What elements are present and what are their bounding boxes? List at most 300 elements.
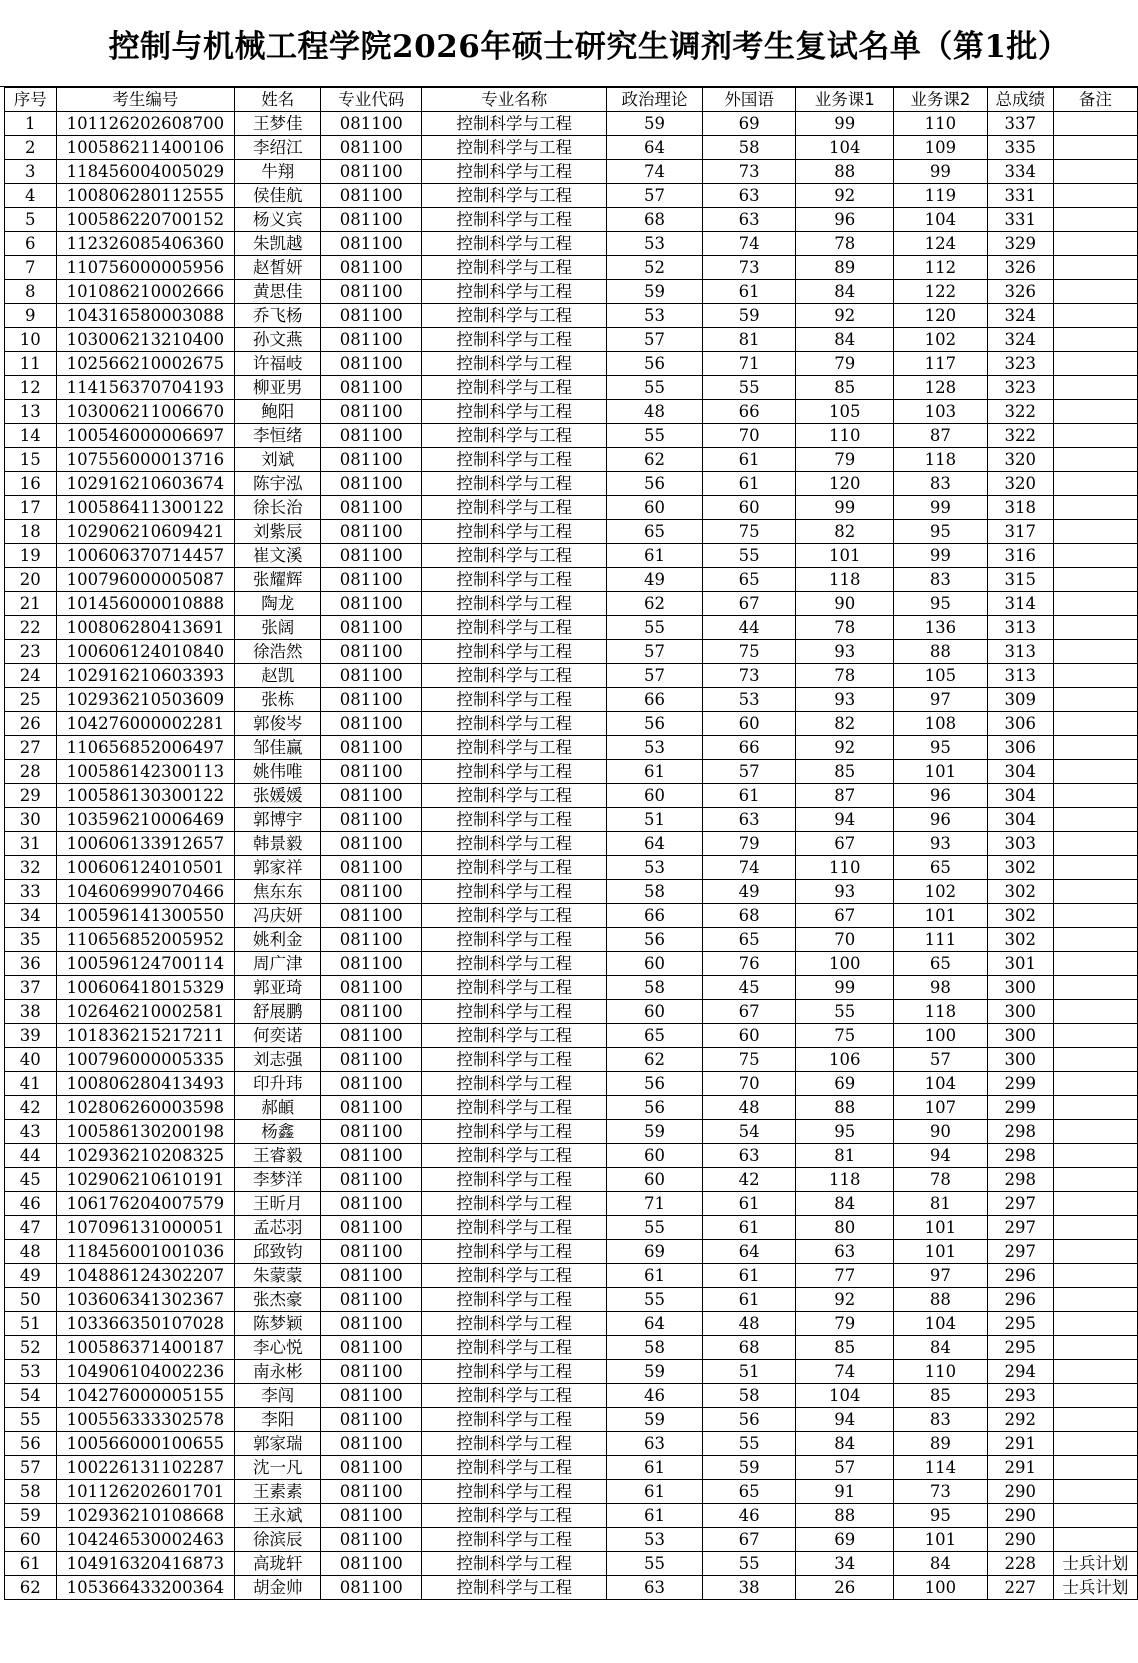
cell-seq: 8 (5, 280, 57, 304)
cell-course-2: 95 (894, 1504, 988, 1528)
cell-remarks (1053, 784, 1137, 808)
table-row (5, 328, 1138, 352)
cell-seq: 30 (5, 808, 57, 832)
cell-major-code: 081100 (321, 1048, 422, 1072)
cell-total: 303 (987, 832, 1053, 856)
cell-name: 牛翔 (235, 160, 321, 184)
cell-course-2: 102 (894, 880, 988, 904)
cell-exam-id: 105366433200364 (56, 1576, 235, 1600)
cell-remarks (1053, 1288, 1137, 1312)
cell-course-2: 88 (894, 640, 988, 664)
cell-name: 刘志强 (235, 1048, 321, 1072)
cell-remarks (1053, 1144, 1137, 1168)
cell-remarks (1053, 448, 1137, 472)
cell-name: 陶龙 (235, 592, 321, 616)
cell-remarks (1053, 472, 1137, 496)
cell-foreign-language: 63 (702, 184, 796, 208)
table-row (5, 1528, 1138, 1552)
cell-politics: 53 (607, 736, 703, 760)
cell-foreign-language: 45 (702, 976, 796, 1000)
candidate-table (4, 87, 1138, 1600)
cell-politics: 61 (607, 1480, 703, 1504)
cell-course-2: 88 (894, 1288, 988, 1312)
cell-major-code: 081100 (321, 352, 422, 376)
cell-total: 309 (987, 688, 1053, 712)
cell-politics: 55 (607, 1288, 703, 1312)
cell-politics: 46 (607, 1384, 703, 1408)
cell-total: 329 (987, 232, 1053, 256)
cell-name: 姚伟唯 (235, 760, 321, 784)
cell-course-1: 55 (796, 1000, 894, 1024)
title-area (0, 0, 1138, 87)
cell-major-name: 控制科学与工程 (422, 1336, 607, 1360)
cell-politics: 62 (607, 448, 703, 472)
cell-course-1: 78 (796, 616, 894, 640)
cell-exam-id: 100586371400187 (56, 1336, 235, 1360)
cell-seq: 43 (5, 1120, 57, 1144)
cell-name: 徐滨辰 (235, 1528, 321, 1552)
cell-foreign-language: 64 (702, 1240, 796, 1264)
cell-total: 324 (987, 304, 1053, 328)
cell-name: 南永彬 (235, 1360, 321, 1384)
cell-exam-id: 102646210002581 (56, 1000, 235, 1024)
cell-major-name: 控制科学与工程 (422, 904, 607, 928)
cell-major-name: 控制科学与工程 (422, 424, 607, 448)
cell-foreign-language: 69 (702, 112, 796, 136)
cell-major-code: 081100 (321, 448, 422, 472)
cell-foreign-language: 73 (702, 256, 796, 280)
cell-seq: 6 (5, 232, 57, 256)
cell-major-name: 控制科学与工程 (422, 1360, 607, 1384)
table-row (5, 304, 1138, 328)
cell-foreign-language: 68 (702, 904, 796, 928)
cell-major-name: 控制科学与工程 (422, 520, 607, 544)
cell-course-1: 34 (796, 1552, 894, 1576)
cell-remarks (1053, 1216, 1137, 1240)
cell-course-2: 110 (894, 112, 988, 136)
cell-major-code: 081100 (321, 1072, 422, 1096)
cell-foreign-language: 57 (702, 760, 796, 784)
cell-politics: 53 (607, 1528, 703, 1552)
cell-remarks: 士兵计划 (1053, 1576, 1137, 1600)
cell-major-code: 081100 (321, 1312, 422, 1336)
cell-name: 李梦洋 (235, 1168, 321, 1192)
cell-course-2: 93 (894, 832, 988, 856)
cell-major-code: 081100 (321, 1240, 422, 1264)
cell-major-name: 控制科学与工程 (422, 592, 607, 616)
cell-major-name: 控制科学与工程 (422, 1288, 607, 1312)
cell-total: 296 (987, 1264, 1053, 1288)
cell-foreign-language: 61 (702, 1192, 796, 1216)
cell-major-code: 081100 (321, 640, 422, 664)
cell-course-1: 106 (796, 1048, 894, 1072)
cell-foreign-language: 67 (702, 592, 796, 616)
cell-course-1: 81 (796, 1144, 894, 1168)
cell-exam-id: 100596124700114 (56, 952, 235, 976)
cell-course-1: 92 (796, 184, 894, 208)
cell-exam-id: 104606999070466 (56, 880, 235, 904)
cell-name: 张媛媛 (235, 784, 321, 808)
cell-remarks (1053, 808, 1137, 832)
cell-name: 张耀辉 (235, 568, 321, 592)
cell-exam-id: 102806260003598 (56, 1096, 235, 1120)
cell-exam-id: 100806280413691 (56, 616, 235, 640)
cell-course-1: 96 (796, 208, 894, 232)
cell-politics: 55 (607, 376, 703, 400)
cell-seq: 1 (5, 112, 57, 136)
cell-remarks (1053, 1024, 1137, 1048)
cell-seq: 28 (5, 760, 57, 784)
header-row (5, 88, 1138, 112)
cell-major-name: 控制科学与工程 (422, 160, 607, 184)
cell-seq: 40 (5, 1048, 57, 1072)
cell-remarks (1053, 424, 1137, 448)
cell-total: 306 (987, 736, 1053, 760)
cell-exam-id: 100606124010501 (56, 856, 235, 880)
cell-name: 李绍江 (235, 136, 321, 160)
cell-course-2: 90 (894, 1120, 988, 1144)
cell-exam-id: 101456000010888 (56, 592, 235, 616)
cell-course-2: 78 (894, 1168, 988, 1192)
cell-course-2: 104 (894, 1312, 988, 1336)
cell-major-name: 控制科学与工程 (422, 1504, 607, 1528)
cell-politics: 61 (607, 1264, 703, 1288)
cell-course-1: 84 (796, 280, 894, 304)
cell-course-1: 84 (796, 328, 894, 352)
cell-seq: 48 (5, 1240, 57, 1264)
cell-major-name: 控制科学与工程 (422, 976, 607, 1000)
cell-major-name: 控制科学与工程 (422, 496, 607, 520)
cell-name: 张阔 (235, 616, 321, 640)
cell-politics: 66 (607, 904, 703, 928)
table-row (5, 1120, 1138, 1144)
cell-seq: 54 (5, 1384, 57, 1408)
cell-major-code: 081100 (321, 1288, 422, 1312)
cell-course-2: 83 (894, 1408, 988, 1432)
cell-course-1: 94 (796, 1408, 894, 1432)
cell-remarks (1053, 1336, 1137, 1360)
cell-course-1: 118 (796, 1168, 894, 1192)
cell-major-code: 081100 (321, 904, 422, 928)
cell-total: 326 (987, 256, 1053, 280)
cell-major-code: 081100 (321, 928, 422, 952)
cell-seq: 12 (5, 376, 57, 400)
cell-remarks (1053, 544, 1137, 568)
cell-major-name: 控制科学与工程 (422, 352, 607, 376)
cell-foreign-language: 59 (702, 304, 796, 328)
cell-major-code: 081100 (321, 1552, 422, 1576)
cell-total: 322 (987, 424, 1053, 448)
cell-politics: 55 (607, 1216, 703, 1240)
cell-politics: 62 (607, 1048, 703, 1072)
table-row (5, 784, 1138, 808)
cell-major-code: 081100 (321, 1120, 422, 1144)
cell-seq: 46 (5, 1192, 57, 1216)
cell-total: 314 (987, 592, 1053, 616)
cell-course-1: 74 (796, 1360, 894, 1384)
cell-major-code: 081100 (321, 280, 422, 304)
cell-course-2: 128 (894, 376, 988, 400)
cell-name: 郭博宇 (235, 808, 321, 832)
table-row (5, 1552, 1138, 1576)
cell-foreign-language: 65 (702, 568, 796, 592)
cell-remarks (1053, 760, 1137, 784)
cell-course-1: 91 (796, 1480, 894, 1504)
table-row (5, 544, 1138, 568)
cell-course-1: 93 (796, 640, 894, 664)
cell-seq: 37 (5, 976, 57, 1000)
cell-remarks (1053, 1240, 1137, 1264)
cell-foreign-language: 55 (702, 544, 796, 568)
table-row (5, 232, 1138, 256)
cell-major-name: 控制科学与工程 (422, 232, 607, 256)
cell-major-name: 控制科学与工程 (422, 712, 607, 736)
cell-remarks (1053, 328, 1137, 352)
cell-name: 姚利金 (235, 928, 321, 952)
cell-exam-id: 107556000013716 (56, 448, 235, 472)
cell-course-2: 100 (894, 1576, 988, 1600)
cell-foreign-language: 74 (702, 232, 796, 256)
cell-major-name: 控制科学与工程 (422, 328, 607, 352)
cell-course-2: 57 (894, 1048, 988, 1072)
cell-remarks (1053, 160, 1137, 184)
cell-course-2: 114 (894, 1456, 988, 1480)
cell-seq: 17 (5, 496, 57, 520)
cell-remarks (1053, 520, 1137, 544)
cell-politics: 60 (607, 1144, 703, 1168)
cell-major-name: 控制科学与工程 (422, 1072, 607, 1096)
cell-politics: 55 (607, 616, 703, 640)
cell-course-2: 97 (894, 688, 988, 712)
cell-course-1: 90 (796, 592, 894, 616)
cell-major-code: 081100 (321, 784, 422, 808)
cell-exam-id: 102566210002675 (56, 352, 235, 376)
cell-foreign-language: 71 (702, 352, 796, 376)
table-row (5, 184, 1138, 208)
cell-course-2: 112 (894, 256, 988, 280)
cell-total: 320 (987, 448, 1053, 472)
cell-remarks (1053, 832, 1137, 856)
cell-remarks (1053, 304, 1137, 328)
table-row (5, 1456, 1138, 1480)
cell-course-1: 26 (796, 1576, 894, 1600)
cell-remarks (1053, 736, 1137, 760)
cell-name: 高珑轩 (235, 1552, 321, 1576)
cell-seq: 56 (5, 1432, 57, 1456)
cell-total: 313 (987, 616, 1053, 640)
table-row (5, 568, 1138, 592)
table-row (5, 424, 1138, 448)
cell-exam-id: 102936210108668 (56, 1504, 235, 1528)
cell-course-2: 111 (894, 928, 988, 952)
cell-total: 315 (987, 568, 1053, 592)
cell-course-2: 118 (894, 1000, 988, 1024)
cell-exam-id: 110656852006497 (56, 736, 235, 760)
cell-exam-id: 103006213210400 (56, 328, 235, 352)
cell-remarks (1053, 1504, 1137, 1528)
cell-course-2: 122 (894, 280, 988, 304)
cell-remarks (1053, 1000, 1137, 1024)
cell-major-name: 控制科学与工程 (422, 808, 607, 832)
cell-major-name: 控制科学与工程 (422, 688, 607, 712)
table-row (5, 1000, 1138, 1024)
cell-total: 302 (987, 928, 1053, 952)
cell-foreign-language: 46 (702, 1504, 796, 1528)
cell-seq: 4 (5, 184, 57, 208)
cell-major-code: 081100 (321, 1384, 422, 1408)
cell-exam-id: 103596210006469 (56, 808, 235, 832)
cell-foreign-language: 81 (702, 328, 796, 352)
cell-major-code: 081100 (321, 1528, 422, 1552)
table-row (5, 1312, 1138, 1336)
cell-seq: 19 (5, 544, 57, 568)
cell-total: 304 (987, 784, 1053, 808)
cell-remarks (1053, 256, 1137, 280)
cell-major-name: 控制科学与工程 (422, 1408, 607, 1432)
cell-name: 陈梦颖 (235, 1312, 321, 1336)
cell-total: 290 (987, 1504, 1053, 1528)
cell-name: 李心悦 (235, 1336, 321, 1360)
cell-name: 舒展鹏 (235, 1000, 321, 1024)
cell-course-2: 99 (894, 544, 988, 568)
cell-foreign-language: 74 (702, 856, 796, 880)
cell-total: 337 (987, 112, 1053, 136)
cell-exam-id: 107096131000051 (56, 1216, 235, 1240)
cell-seq: 52 (5, 1336, 57, 1360)
cell-seq: 47 (5, 1216, 57, 1240)
cell-name: 朱蒙蒙 (235, 1264, 321, 1288)
cell-total: 313 (987, 640, 1053, 664)
cell-course-1: 78 (796, 232, 894, 256)
table-row (5, 1168, 1138, 1192)
cell-course-2: 87 (894, 424, 988, 448)
cell-foreign-language: 53 (702, 688, 796, 712)
cell-seq: 10 (5, 328, 57, 352)
cell-seq: 34 (5, 904, 57, 928)
cell-name: 郝頔 (235, 1096, 321, 1120)
cell-major-code: 081100 (321, 184, 422, 208)
cell-seq: 51 (5, 1312, 57, 1336)
cell-major-name: 控制科学与工程 (422, 1456, 607, 1480)
cell-remarks (1053, 1096, 1137, 1120)
table-row (5, 472, 1138, 496)
cell-course-2: 101 (894, 904, 988, 928)
cell-foreign-language: 61 (702, 1216, 796, 1240)
table-row (5, 1144, 1138, 1168)
cell-name: 王昕月 (235, 1192, 321, 1216)
cell-foreign-language: 70 (702, 424, 796, 448)
cell-politics: 69 (607, 1240, 703, 1264)
header-total: 总成绩 (987, 88, 1053, 112)
cell-major-name: 控制科学与工程 (422, 784, 607, 808)
cell-foreign-language: 68 (702, 1336, 796, 1360)
cell-course-1: 104 (796, 1384, 894, 1408)
table-row (5, 928, 1138, 952)
cell-course-2: 104 (894, 1072, 988, 1096)
cell-name: 徐长治 (235, 496, 321, 520)
cell-foreign-language: 61 (702, 784, 796, 808)
cell-course-1: 89 (796, 256, 894, 280)
cell-course-1: 77 (796, 1264, 894, 1288)
cell-course-1: 63 (796, 1240, 894, 1264)
cell-course-1: 88 (796, 160, 894, 184)
cell-total: 227 (987, 1576, 1053, 1600)
header-name: 姓名 (235, 88, 321, 112)
cell-name: 孙文燕 (235, 328, 321, 352)
cell-exam-id: 106176204007579 (56, 1192, 235, 1216)
cell-course-1: 110 (796, 424, 894, 448)
cell-course-2: 107 (894, 1096, 988, 1120)
cell-seq: 27 (5, 736, 57, 760)
header-course-1: 业务课1 (796, 88, 894, 112)
cell-foreign-language: 59 (702, 1456, 796, 1480)
cell-major-name: 控制科学与工程 (422, 952, 607, 976)
cell-course-1: 79 (796, 1312, 894, 1336)
cell-remarks (1053, 1480, 1137, 1504)
table-row (5, 160, 1138, 184)
cell-major-code: 081100 (321, 1192, 422, 1216)
cell-foreign-language: 61 (702, 472, 796, 496)
cell-course-1: 118 (796, 568, 894, 592)
cell-total: 300 (987, 976, 1053, 1000)
table-row (5, 952, 1138, 976)
cell-course-1: 67 (796, 832, 894, 856)
cell-name: 郭家祥 (235, 856, 321, 880)
cell-exam-id: 100606124010840 (56, 640, 235, 664)
cell-course-2: 101 (894, 1216, 988, 1240)
table-row (5, 1288, 1138, 1312)
cell-politics: 59 (607, 112, 703, 136)
cell-exam-id: 100606370714457 (56, 544, 235, 568)
table-row (5, 1504, 1138, 1528)
cell-course-2: 100 (894, 1024, 988, 1048)
cell-total: 294 (987, 1360, 1053, 1384)
cell-major-name: 控制科学与工程 (422, 280, 607, 304)
cell-name: 刘斌 (235, 448, 321, 472)
cell-major-code: 081100 (321, 1336, 422, 1360)
cell-name: 柳亚男 (235, 376, 321, 400)
cell-exam-id: 100546000006697 (56, 424, 235, 448)
cell-total: 300 (987, 1000, 1053, 1024)
cell-course-2: 136 (894, 616, 988, 640)
cell-total: 297 (987, 1192, 1053, 1216)
cell-course-1: 57 (796, 1456, 894, 1480)
cell-major-name: 控制科学与工程 (422, 376, 607, 400)
table-row (5, 664, 1138, 688)
cell-remarks (1053, 904, 1137, 928)
cell-name: 韩景毅 (235, 832, 321, 856)
cell-course-1: 82 (796, 520, 894, 544)
cell-total: 324 (987, 328, 1053, 352)
cell-foreign-language: 49 (702, 880, 796, 904)
cell-exam-id: 100586411300122 (56, 496, 235, 520)
cell-politics: 56 (607, 472, 703, 496)
cell-major-code: 081100 (321, 592, 422, 616)
table-row (5, 1480, 1138, 1504)
cell-major-name: 控制科学与工程 (422, 1576, 607, 1600)
cell-name: 沈一凡 (235, 1456, 321, 1480)
cell-politics: 60 (607, 1168, 703, 1192)
cell-name: 李阳 (235, 1408, 321, 1432)
cell-remarks (1053, 688, 1137, 712)
cell-major-name: 控制科学与工程 (422, 616, 607, 640)
cell-course-2: 101 (894, 1528, 988, 1552)
cell-exam-id: 102916210603393 (56, 664, 235, 688)
cell-exam-id: 100586130200198 (56, 1120, 235, 1144)
cell-major-name: 控制科学与工程 (422, 256, 607, 280)
table-row (5, 832, 1138, 856)
cell-seq: 36 (5, 952, 57, 976)
